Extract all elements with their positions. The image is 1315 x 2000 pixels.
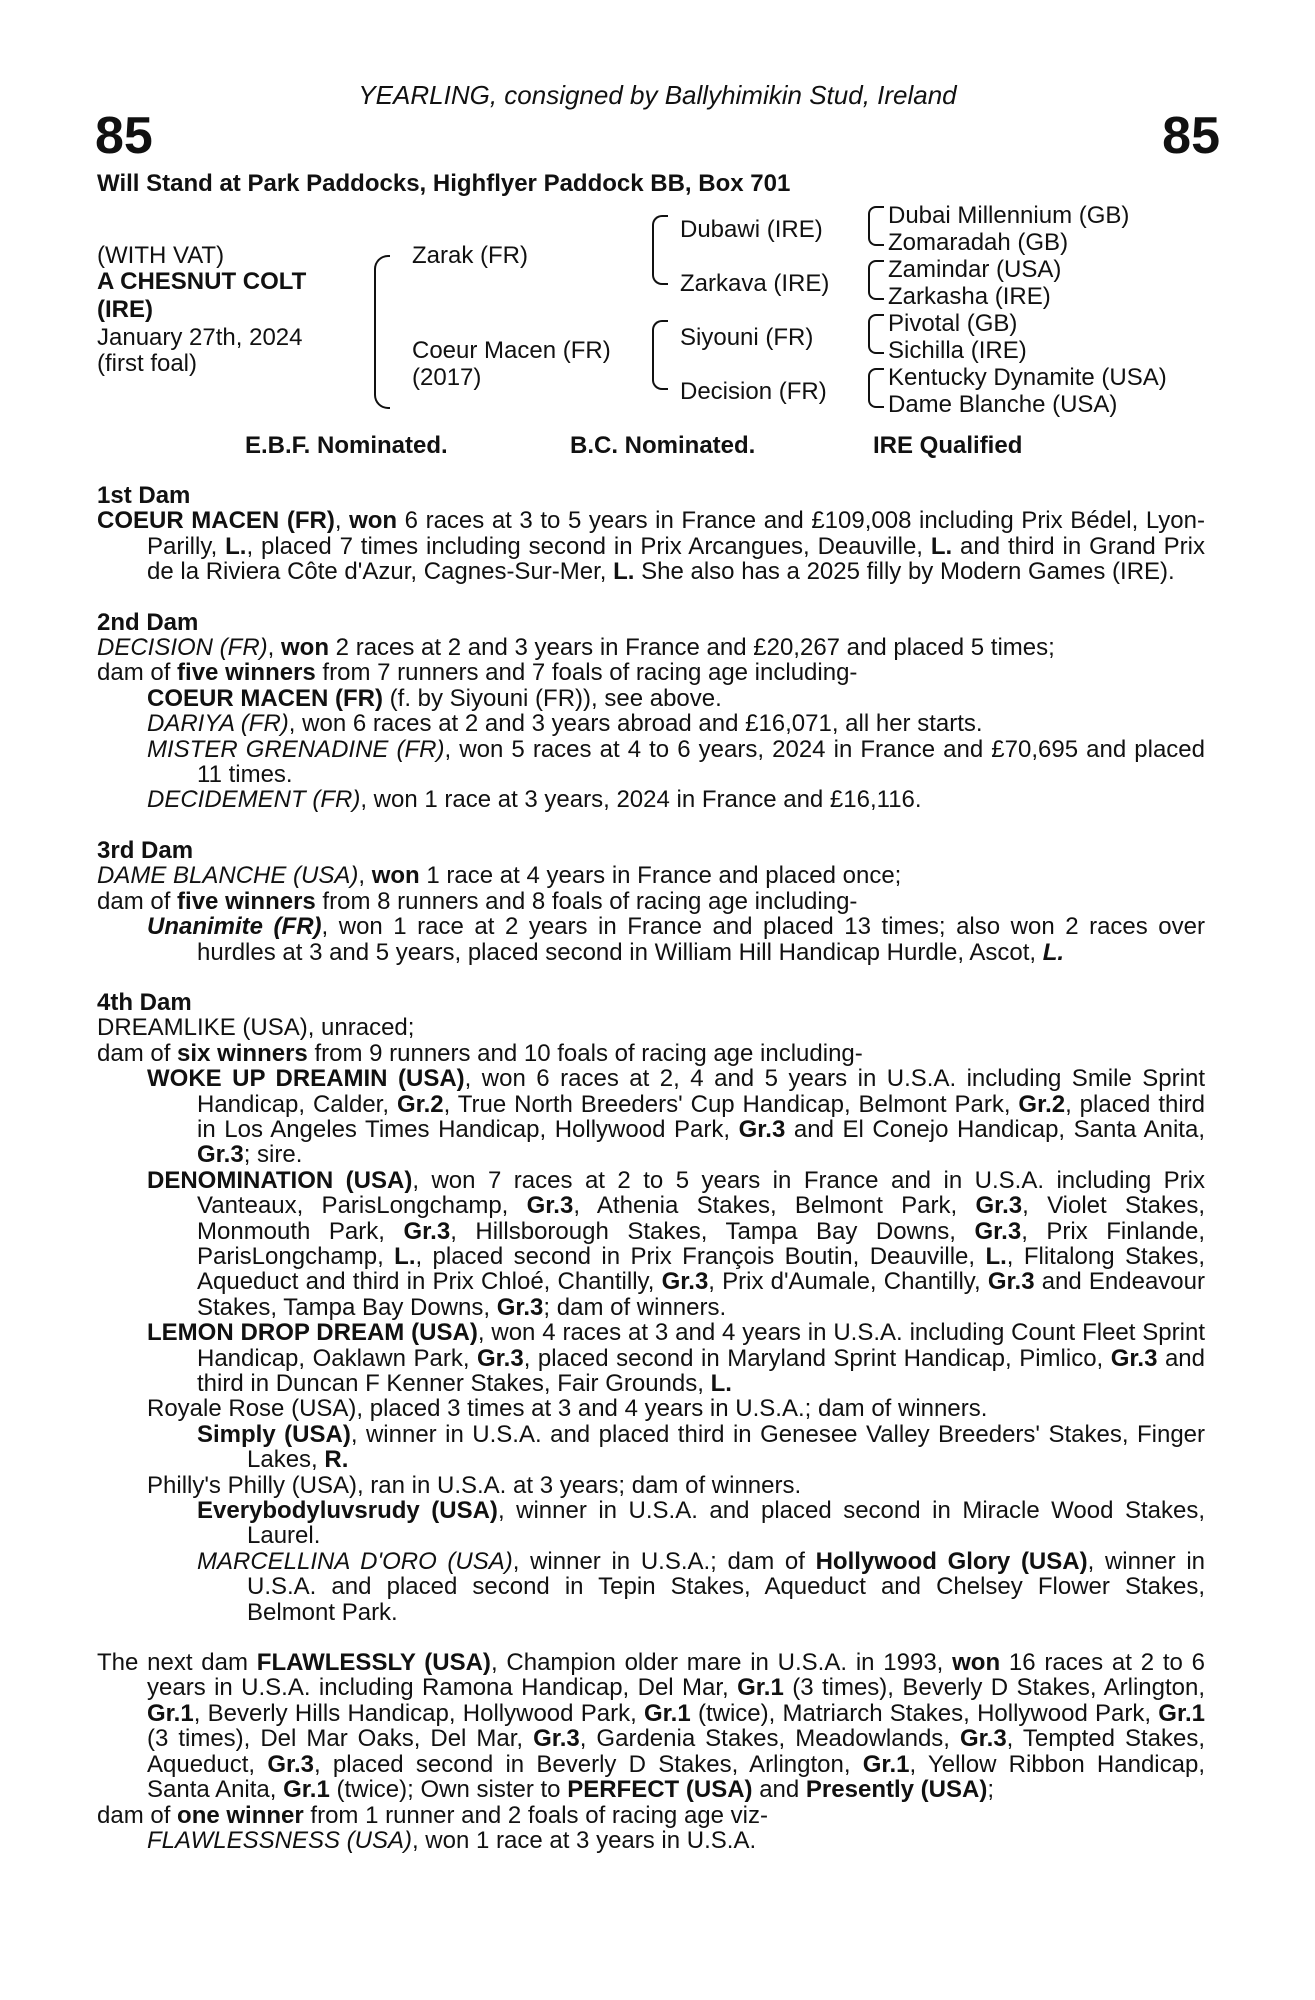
text-run: , won 4 races at 3 and 4 years in U.S.A. including Count Fleet Sprint Handicap, Oaklawn Park,	[197, 1319, 1205, 1372]
next-dam-produce	[97, 1803, 1205, 1828]
produce-entry: Royale Rose (USA), placed 3 times at 3 and 4 years in U.S.A.; dam of winners.	[147, 1395, 988, 1423]
produce-entry	[97, 1168, 1205, 1320]
grade-badge: Gr.3	[987, 1268, 1035, 1296]
grade-badge: Gr.3	[403, 1217, 451, 1245]
grade-badge: Gr.3	[959, 1725, 1007, 1753]
horse-name: PERFECT (USA)	[567, 1776, 753, 1804]
horse-name: Everybodyluvsrudy (USA)	[197, 1497, 498, 1525]
horse-name: DECIDEMENT (FR)	[147, 786, 361, 814]
grade-badge: Gr.3	[1110, 1344, 1158, 1372]
dam-sire: Siyouni (FR)	[680, 324, 814, 351]
horse-name: DENOMINATION (USA)	[147, 1166, 413, 1194]
horse-country: (IRE)	[97, 296, 153, 323]
text-run: 6 races at 3 to 5 years in France and £109,008 including Prix Bédel, Lyon-Parilly,	[147, 507, 1205, 560]
horse-name: Simply (USA)	[197, 1420, 351, 1448]
pedigree-brace-g56	[868, 314, 884, 354]
text-run: ; dam of winners.	[543, 1293, 727, 1321]
won-label: won	[281, 634, 330, 662]
grade-badge: Gr.3	[974, 1217, 1022, 1245]
winner-count: one winner	[177, 1801, 304, 1829]
text-run: , Prix Finlande, ParisLongchamp,	[197, 1217, 1206, 1270]
foal-note: (first foal)	[97, 350, 198, 377]
text-run: and El Conejo Handicap, Santa Anita,	[785, 1115, 1205, 1143]
text-run: The next dam	[97, 1649, 257, 1677]
text-run: and Endeavour Stakes, Tampa Bay Downs,	[197, 1268, 1205, 1321]
text-run: , Gardenia Stakes, Meadowlands,	[579, 1725, 960, 1753]
text-run: , placed second in Maryland Sprint Handicap, Pimlico,	[523, 1344, 1111, 1372]
ancestor-6: Sichilla (IRE)	[888, 337, 1027, 364]
dam-name: COEUR MACEN (FR)	[97, 507, 335, 535]
text-run: , placed 7 times including second in Prix Arcangues, Deauville,	[246, 532, 931, 560]
second-dam-record: DECISION (FR), won 2 races at 2 and 3 years in France and £20,267 and placed 5 times;	[97, 634, 1055, 662]
produce-entry	[97, 1549, 1205, 1625]
produce-entry	[97, 1498, 1205, 1549]
text-run: , True North Breeders' Cup Handicap, Belmont Park,	[443, 1090, 1019, 1118]
third-dam-record: DAME BLANCHE (USA), won 1 race at 4 years in France and placed once;	[97, 862, 902, 890]
produce-entry	[97, 1422, 1205, 1473]
text-run: , won 1 race at 3 years, 2024 in France and £16,116.	[360, 786, 922, 814]
grade-badge: Gr.3	[267, 1750, 315, 1778]
pedigree-brace-g78	[868, 368, 884, 408]
won-label: won	[952, 1649, 1001, 1677]
text-run: , placed second in Beverly D Stakes, Arlington,	[314, 1750, 863, 1778]
vat-note: (WITH VAT)	[97, 242, 225, 269]
winner-count: five winners	[177, 887, 316, 915]
restricted-badge: R.	[324, 1446, 349, 1474]
text-run: (f. by Siyouni (FR)), see above.	[382, 684, 722, 712]
won-label: won	[349, 507, 398, 535]
text-run: , Prix d'Aumale, Chantilly,	[708, 1268, 988, 1296]
text-run: , Hillsborough Stakes, Tampa Bay Downs,	[450, 1217, 975, 1245]
dam-dam: Decision (FR)	[680, 378, 827, 405]
text-run: 1 race at 4 years in France and placed once;	[419, 862, 902, 890]
grade-badge: Gr.1	[283, 1776, 330, 1804]
ebf-nomination: E.B.F. Nominated.	[245, 432, 448, 459]
lot-number-right: 85	[1162, 107, 1220, 165]
winner-count: six winners	[177, 1039, 308, 1067]
second-dam-heading: 2nd Dam	[97, 608, 199, 636]
listed-badge: L.	[1042, 938, 1065, 966]
produce-record	[97, 483, 1205, 1853]
ancestor-7: Kentucky Dynamite (USA)	[888, 364, 1167, 391]
third-dam-heading: 3rd Dam	[97, 836, 194, 864]
ancestor-3: Zamindar (USA)	[888, 256, 1062, 283]
horse-name: COEUR MACEN (FR)	[147, 684, 383, 712]
grade-badge: Gr.1	[644, 1699, 691, 1727]
text-run: and third in Grand Prix de la Riviera Côte d'Azur, Cagnes-Sur-Mer,	[147, 532, 1205, 586]
text-run: , Yellow Ribbon Handicap, Santa Anita,	[147, 1750, 1206, 1804]
ancestor-1: Dubai Millennium (GB)	[888, 202, 1130, 229]
produce-entry	[97, 1320, 1205, 1396]
grade-badge: Gr.3	[661, 1268, 709, 1296]
pedigree-brace-g34	[868, 260, 884, 300]
dam: Coeur Macen (FR)	[412, 337, 611, 364]
text-run: dam of	[97, 1801, 178, 1829]
grade-badge: Gr.3	[738, 1115, 786, 1143]
fourth-dam-heading: 4th Dam	[97, 988, 192, 1016]
second-dam-produce	[97, 660, 1205, 685]
stable-location: Will Stand at Park Paddocks, Highflyer Paddock BB, Box 701	[97, 170, 791, 197]
first-dam-heading: 1st Dam	[97, 482, 191, 509]
text-run: and third in Duncan F Kenner Stakes, Fair Grounds,	[197, 1344, 1205, 1397]
grade-badge: Gr.1	[862, 1750, 910, 1778]
grade-badge: Gr.3	[197, 1141, 244, 1169]
pedigree-brace-sire	[652, 215, 668, 285]
horse-name: Hollywood Glory (USA)	[815, 1547, 1088, 1575]
text-run: , won 7 races at 2 to 5 years in France and in U.S.A. including Prix Vanteaux, ParisLongchamp,	[197, 1166, 1205, 1220]
produce-entry	[97, 1066, 1205, 1168]
produce-entry	[97, 914, 1205, 965]
dam-name: FLAWLESSLY (USA)	[256, 1649, 491, 1677]
pedigree-brace-dam	[652, 320, 668, 390]
horse-name: WOKE UP DREAMIN (USA)	[147, 1065, 465, 1093]
grade-badge: Gr.3	[533, 1725, 580, 1753]
produce-entry	[97, 787, 1205, 812]
produce-entry	[97, 1828, 1205, 1853]
text-run: She also has a 2025 filly by Modern Games (IRE).	[634, 558, 1175, 586]
text-run: from 9 runners and 10 foals of racing age including-	[307, 1039, 863, 1067]
grade-badge: Gr.2	[396, 1090, 444, 1118]
text-run: , placed second in Prix François Boutin, Deauville,	[415, 1242, 986, 1270]
horse-name: Unanimite (FR)	[147, 913, 322, 941]
text-run: , won 1 race at 2 years in France and placed 13 times; also won 2 races over hurdles at 3 and 5 years, placed second in William Hill Handicap Hurdle, Ascot,	[197, 913, 1205, 966]
grade-badge: Gr.3	[496, 1293, 544, 1321]
grade-badge: Gr.3	[975, 1192, 1023, 1220]
text-run: , Beverly Hills Handicap, Hollywood Park,	[193, 1699, 644, 1727]
text-run: dam of	[97, 887, 178, 915]
listed-badge: L.	[394, 1242, 416, 1270]
sire-sire: Dubawi (IRE)	[680, 216, 823, 243]
text-run: (twice); Own sister to	[329, 1776, 568, 1804]
ancestor-4: Zarkasha (IRE)	[888, 283, 1051, 310]
lot-number-left: 85	[95, 107, 153, 165]
text-run: 16 races at 2 to 6 years in U.S.A. including Ramona Handicap, Del Mar,	[147, 1649, 1205, 1702]
pedigree-brace-main	[374, 255, 390, 409]
text-run: , winner in U.S.A. and placed second in Miracle Wood Stakes, Laurel.	[247, 1497, 1206, 1550]
text-run: , Champion older mare in U.S.A. in 1993,	[490, 1649, 953, 1677]
text-run: , Athenia Stakes, Belmont Park,	[573, 1192, 976, 1220]
text-run: , placed third in Los Angeles Times Handicap, Hollywood Park,	[197, 1090, 1206, 1143]
grade-badge: Gr.3	[526, 1192, 574, 1220]
text-run: dam of	[97, 659, 178, 687]
text-run: ; sire.	[243, 1141, 303, 1169]
won-label: won	[371, 862, 420, 890]
grade-badge: Gr.3	[477, 1344, 524, 1372]
bc-nomination: B.C. Nominated.	[570, 432, 756, 459]
third-dam-produce	[97, 889, 1205, 914]
produce-entry	[97, 711, 1205, 736]
fourth-dam-record: DREAMLIKE (USA), unraced;	[97, 1014, 415, 1042]
grade-badge: Gr.1	[1158, 1699, 1205, 1727]
text-run: , won 5 races at 4 to 6 years, 2024 in France and £70,695 and placed 11 times.	[197, 735, 1205, 789]
text-run: , winner in U.S.A. and placed third in Genesee Valley Breeders' Stakes, Finger Lakes,	[247, 1420, 1206, 1474]
horse-name: MARCELLINA D'ORO (USA)	[197, 1547, 513, 1575]
text-run: , won 1 race at 3 years in U.S.A.	[411, 1826, 757, 1854]
text-run: , Violet Stakes, Monmouth Park,	[197, 1192, 1205, 1245]
horse-name: A CHESNUT COLT	[97, 268, 307, 295]
consignor-line: YEARLING, consigned by Ballyhimikin Stud, Ireland	[358, 80, 957, 110]
text-run: ;	[987, 1776, 994, 1804]
listed-badge: L.	[710, 1370, 732, 1397]
dam-name: DECISION (FR)	[97, 634, 268, 662]
ancestor-8: Dame Blanche (USA)	[888, 391, 1118, 418]
listed-badge: L.	[930, 532, 953, 560]
horse-name: LEMON DROP DREAM (USA)	[147, 1319, 478, 1347]
text-run: , won 6 races at 2 and 3 years abroad and £16,071, all her starts.	[288, 710, 983, 738]
grade-badge: Gr.1	[737, 1674, 784, 1702]
text-run: 2 races at 2 and 3 years in France and £20,267 and placed 5 times;	[329, 634, 1055, 662]
sire-dam: Zarkava (IRE)	[680, 270, 830, 297]
dam-year: (2017)	[412, 364, 482, 391]
ancestor-5: Pivotal (GB)	[888, 310, 1018, 337]
grade-badge: Gr.1	[147, 1699, 194, 1727]
text-run: , winner in U.S.A. and placed second in Tepin Stakes, Aqueduct and Chelsey Flower Stakes, Belmont Park.	[247, 1547, 1205, 1626]
text-run: (3 times), Beverly D Stakes, Arlington,	[783, 1674, 1205, 1702]
pedigree-brace-g12	[868, 206, 884, 246]
ire-qualified: IRE Qualified	[873, 432, 1023, 459]
grade-badge: Gr.2	[1018, 1090, 1066, 1118]
text-run: , won 6 races at 2, 4 and 5 years in U.S.A. including Smile Sprint Handicap, Calder,	[197, 1065, 1205, 1118]
text-run: , Flitalong Stakes, Aqueduct and third in Prix Chloé, Chantilly,	[197, 1242, 1205, 1296]
dam-name: DAME BLANCHE (USA)	[97, 862, 359, 890]
text-run: (twice), Matriarch Stakes, Hollywood Park,	[690, 1699, 1159, 1727]
first-dam-record: COEUR MACEN (FR), won 6 races at 3 to 5 years in France and £109,008 including Prix Bédel, Lyon-Parilly, L., placed 7 times including second in Prix Arcangues, Deauville, L. and third in Grand Prix de la Riviera Côte d'Azur, Cagnes-Sur-Mer, L. She also has a 2025 filly by Modern Games (IRE).	[97, 507, 1205, 586]
text-run: dam of	[97, 1039, 178, 1067]
fourth-dam-produce	[97, 1041, 1205, 1066]
listed-badge: L.	[613, 558, 635, 586]
text-run: (3 times), Del Mar Oaks, Del Mar,	[147, 1725, 534, 1753]
horse-name: MISTER GRENADINE (FR)	[147, 735, 445, 763]
text-run: and	[752, 1776, 806, 1804]
sire: Zarak (FR)	[412, 242, 528, 269]
horse-name: FLAWLESSNESS (USA)	[147, 1826, 412, 1854]
produce-entry	[97, 686, 1205, 711]
ancestor-2: Zomaradah (GB)	[888, 229, 1069, 256]
horse-name: Presently (USA)	[805, 1776, 988, 1804]
text-run: from 7 runners and 7 foals of racing age including-	[315, 659, 858, 687]
text-run: from 1 runner and 2 foals of racing age viz-	[303, 1801, 768, 1829]
produce-entry: Philly's Philly (USA), ran in U.S.A. at 3 years; dam of winners.	[147, 1471, 802, 1499]
text-run: , winner in U.S.A.; dam of	[512, 1547, 816, 1575]
winner-count: five winners	[177, 659, 316, 687]
text-run: from 8 runners and 8 foals of racing age including-	[315, 887, 858, 915]
text-run: , Tempted Stakes, Aqueduct,	[147, 1725, 1205, 1778]
next-dam-record	[97, 1650, 1205, 1802]
listed-badge: L.	[985, 1242, 1007, 1270]
horse-name: DARIYA (FR)	[147, 710, 289, 738]
listed-badge: L.	[225, 532, 247, 560]
foaling-date: January 27th, 2024	[97, 324, 303, 351]
produce-entry	[97, 737, 1205, 788]
